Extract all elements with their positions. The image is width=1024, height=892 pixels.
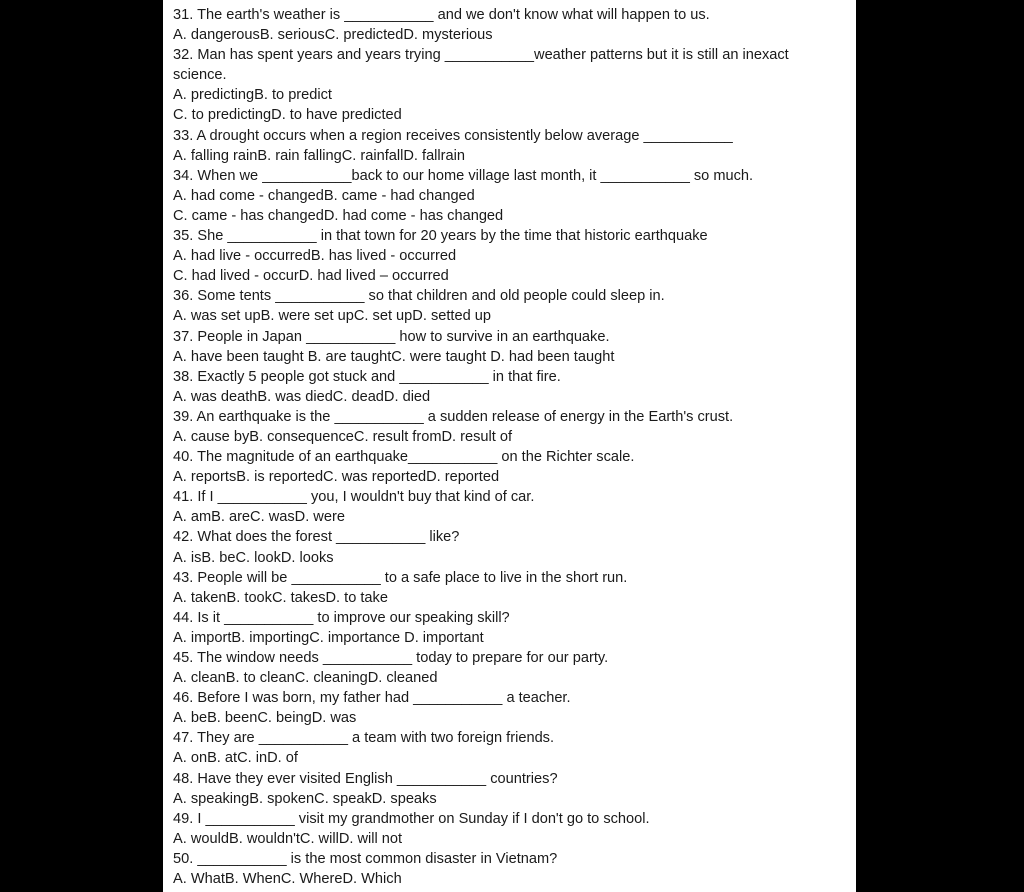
question-32: 32. Man has spent years and years trying ___________weather patterns but it is still an inexact [173,47,789,64]
options-40: A. reportsB. is reportedC. was reportedD. reported [173,469,500,486]
question-39: 39. An earthquake is the ___________ a sudden release of energy in the Earth's crust. [173,408,734,425]
question-36: 36. Some tents ___________ so that children and old people could sleep in. [173,288,665,305]
options-34-cd: C. came - has changedD. had come - has changed [173,207,504,224]
question-38: 38. Exactly 5 people got stuck and ___________ in that fire. [173,368,561,385]
question-42: 42. What does the forest ___________ like? [173,529,460,546]
question-43: 43. People will be ___________ to a safe place to live in the short run. [173,569,628,586]
options-38: A. was deathB. was diedC. deadD. died [173,388,431,405]
options-42: A. isB. beC. lookD. looks [173,549,334,566]
question-47: 47. They are ___________ a team with two foreign friends. [173,730,555,747]
options-47: A. onB. atC. inD. of [173,750,298,767]
options-32-ab: A. predictingB. to predict [173,87,332,104]
options-41: A. amB. areC. wasD. were [173,509,345,526]
options-35-cd: C. had lived - occurD. had lived – occurred [173,268,449,285]
options-46: A. beB. beenC. beingD. was [173,710,357,727]
question-45: 45. The window needs ___________ today to prepare for our party. [173,650,609,666]
options-49: A. wouldB. wouldn'tC. willD. will not [173,830,403,847]
options-37: A. have been taught B. are taughtC. were taught D. had been taught [173,348,615,365]
question-50: 50. ___________ is the most common disaster in Vietnam? [173,850,558,867]
question-48: 48. Have they ever visited English ___________ countries? [173,770,558,787]
options-35-ab: A. had live - occurredB. has lived - occurred [173,248,457,265]
options-36: A. was set upB. were set upC. set upD. setted up [173,308,491,325]
options-32-cd: C. to predictingD. to have predicted [173,107,402,124]
question-41: 41. If I ___________ you, I wouldn't buy that kind of car. [173,489,535,506]
options-43: A. takenB. tookC. takesD. to take [173,589,388,606]
options-34-ab: A. had come - changedB. came - had changed [173,187,475,204]
question-35: 35. She ___________ in that town for 20 years by the time that historic earthquake [173,228,708,245]
question-37: 37. People in Japan ___________ how to survive in an earthquake. [173,328,610,345]
exercise-text [173,5,853,889]
options-44: A. importB. importingC. importance D. important [173,629,484,646]
question-46: 46. Before I was born, my father had ___________ a teacher. [173,690,571,707]
question-33: 33. A drought occurs when a region receives consistently below average ___________ [173,127,733,144]
options-31: A. dangerousB. seriousC. predictedD. mysterious [173,27,493,44]
options-50: A. WhatB. WhenC. WhereD. Which [173,871,402,888]
question-34: 34. When we ___________back to our home village last month, it ___________ so much. [173,167,754,184]
question-31: 31. The earth's weather is ___________ and we don't know what will happen to us. [173,7,710,23]
options-39: A. cause byB. consequenceC. result fromD. result of [173,428,513,445]
question-40: 40. The magnitude of an earthquake___________ on the Richter scale. [173,449,635,466]
question-44: 44. Is it ___________ to improve our speaking skill? [173,609,510,626]
options-33: A. falling rainB. rain fallingC. rainfallD. fallrain [173,147,466,164]
options-48: A. speakingB. spokenC. speakD. speaks [173,790,437,807]
question-49: 49. I ___________ visit my grandmother on Sunday if I don't go to school. [173,810,650,827]
question-32-continued: science. [173,67,227,84]
options-45: A. cleanB. to cleanC. cleaningD. cleaned [173,670,438,687]
